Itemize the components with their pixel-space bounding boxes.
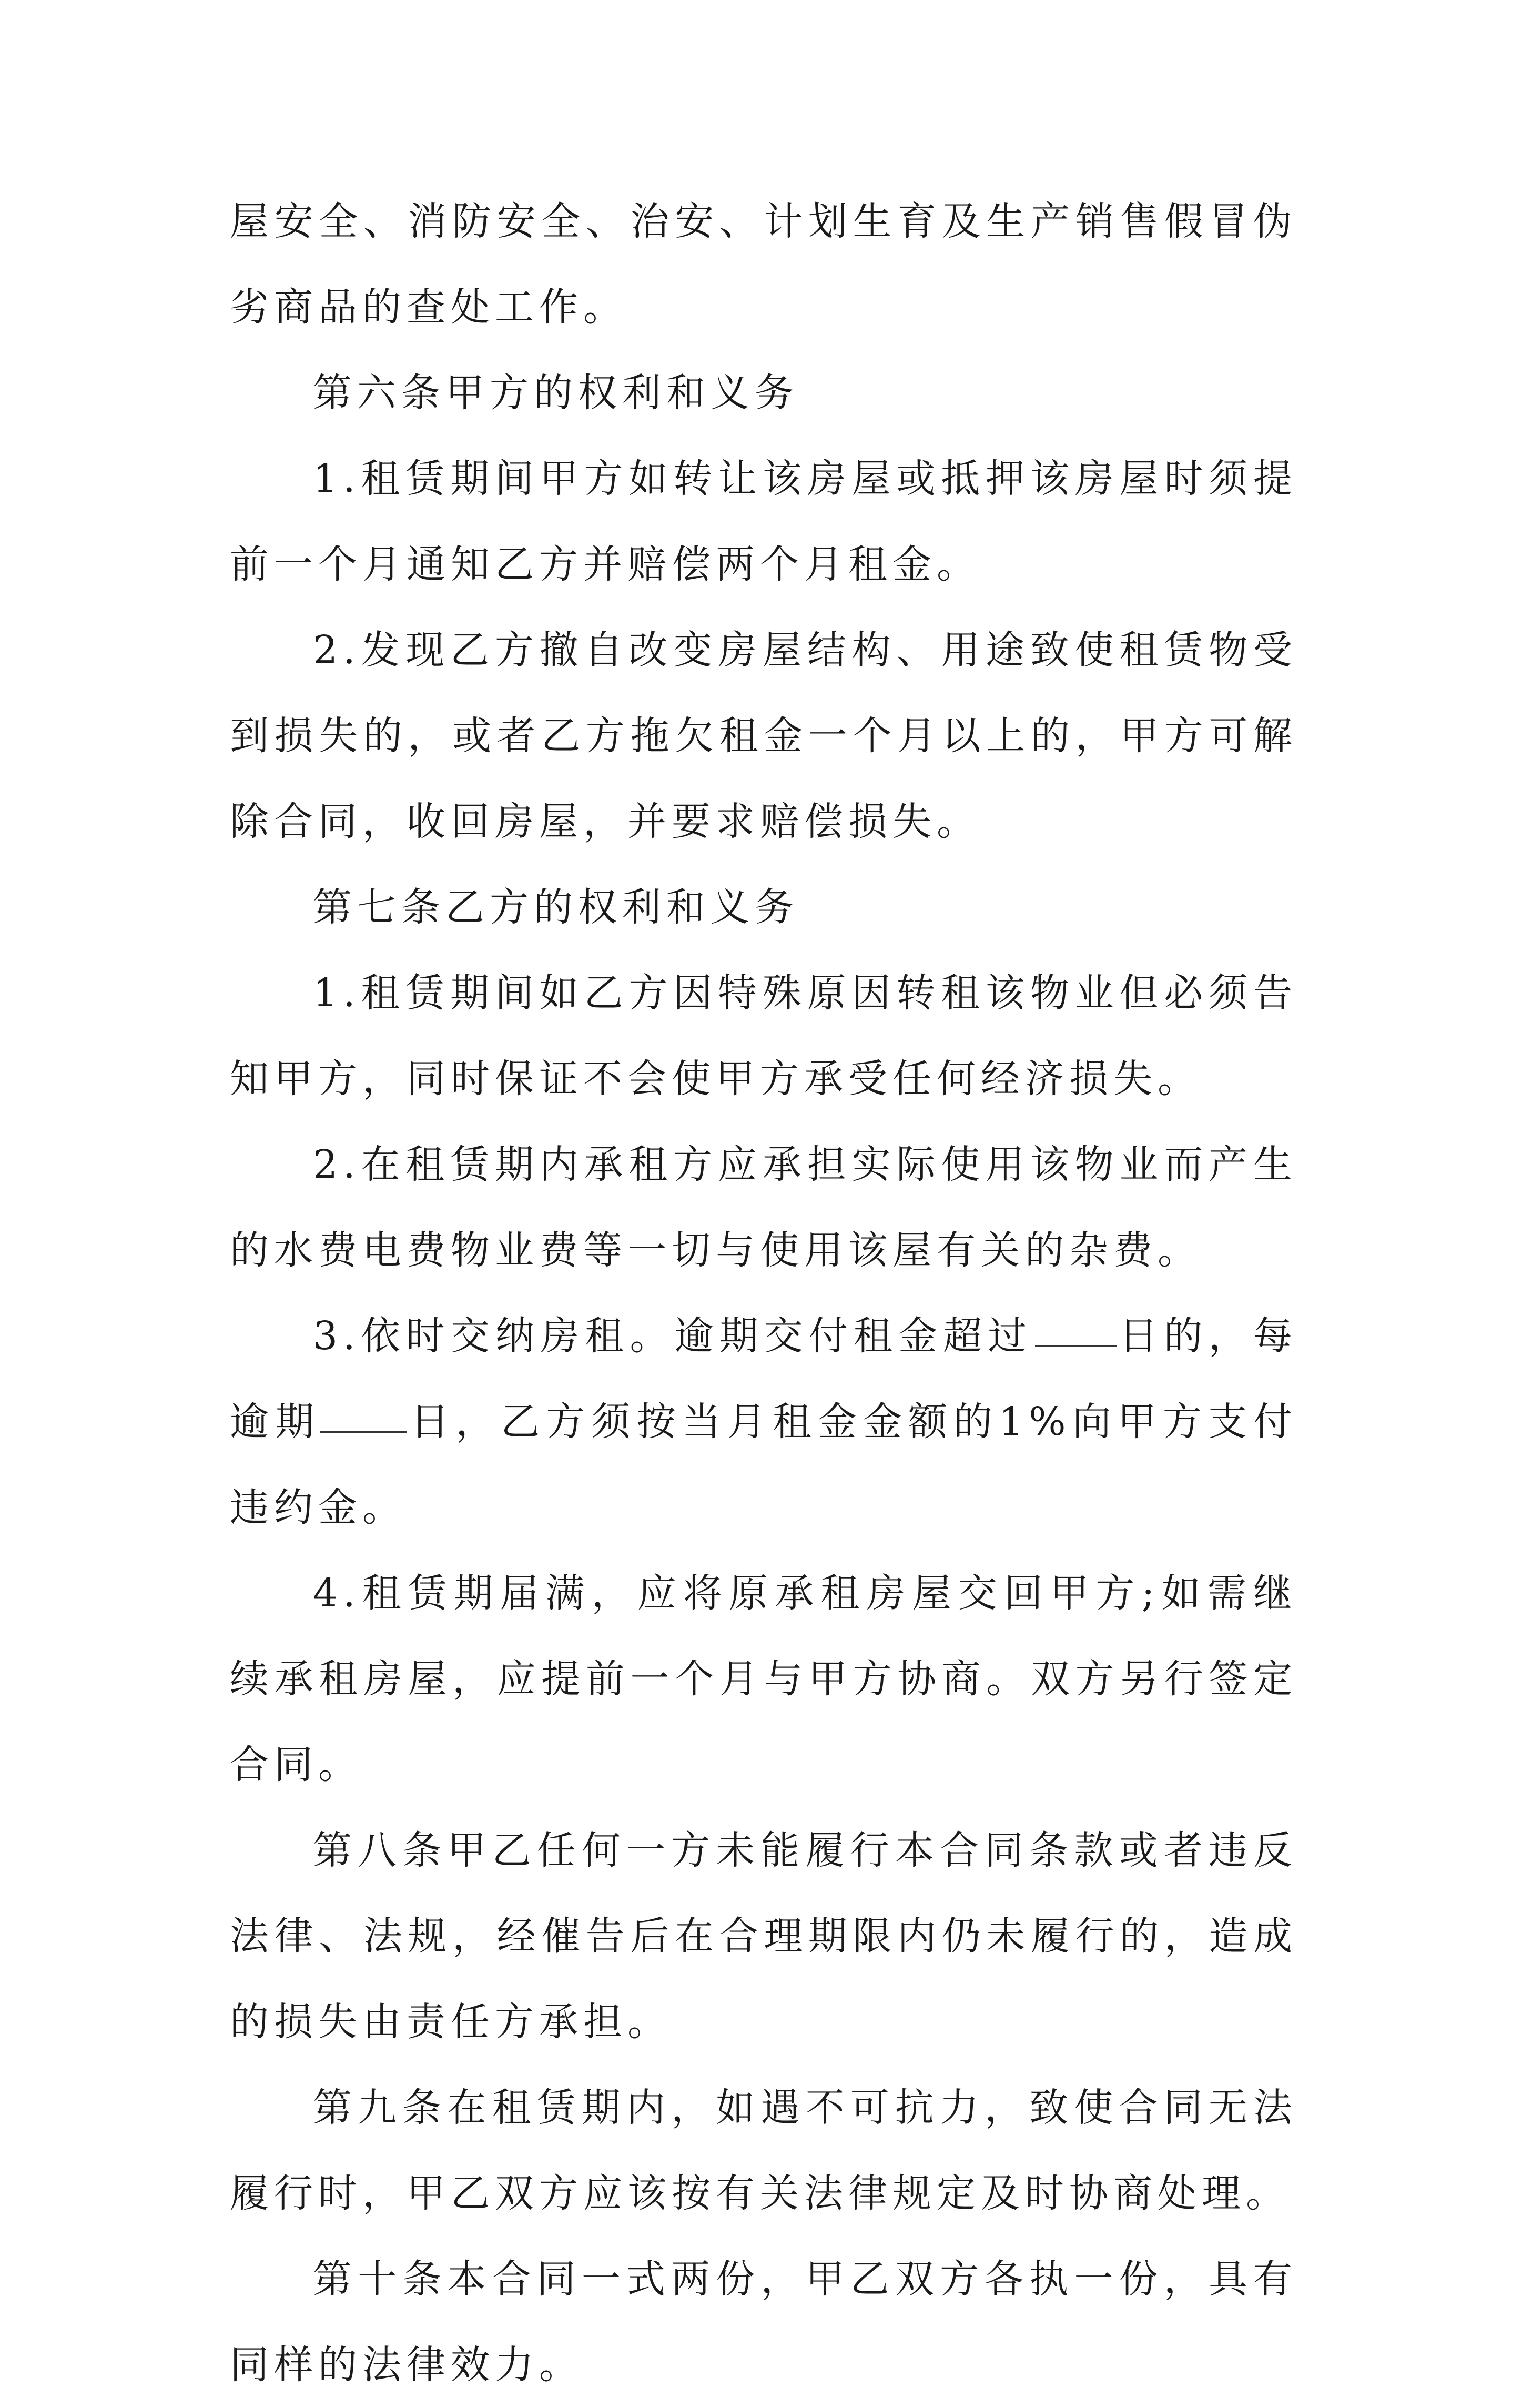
article-9: 第九条在租赁期内，如遇不可抗力，致使合同无法履行时，甲乙双方应该按有关法律规定及时协商处理。: [230, 2085, 1297, 2216]
item-3-text-b: 日的，每逾期: [230, 1313, 1297, 1444]
article-7-heading: 第七条乙方的权利和义务: [313, 885, 799, 930]
fill-in-blank-days: [1035, 1345, 1117, 1347]
article-7-item-3: [230, 1293, 1297, 1551]
item-3-text-a: 3.依时交纳房租。逾期交付租金超过: [313, 1313, 1033, 1359]
paragraph-continued: 屋安全、消防安全、治安、计划生育及生产销售假冒伪劣商品的查处工作。: [230, 199, 1297, 330]
article-8: 第八条甲乙任何一方未能履行本合同条款或者违反法律、法规，经催告后在合理期限内仍未履行的，造成的损失由责任方承担。: [230, 1828, 1297, 2045]
item-3-text-c: 日，乙方须按当月租金金额的1%向甲方支付违约金。: [230, 1399, 1297, 1530]
article-6-item-2: 2.发现乙方撤自改变房屋结构、用途致使租赁物受到损失的，或者乙方拖欠租金一个月以上的，甲方可解除合同，收回房屋，并要求赔偿损失。: [230, 628, 1297, 844]
document-body: [230, 179, 1297, 2408]
article-7-item-2: 2.在租赁期内承租方应承担实际使用该物业而产生的水费电费物业费等一切与使用该屋有关的杂费。: [230, 1142, 1297, 1273]
article-10: 第十条本合同一式两份，甲乙双方各执一份，具有同样的法律效力。: [230, 2257, 1297, 2387]
article-7-item-1: 1.租赁期间如乙方因特殊原因转租该物业但必须告知甲方，同时保证不会使甲方承受任何经济损失。: [230, 970, 1297, 1101]
article-7-item-4: 4.租赁期届满，应将原承租房屋交回甲方;如需继续承租房屋，应提前一个月与甲方协商。双方另行签定合同。: [230, 1571, 1297, 1787]
fill-in-blank-overdue-days: [320, 1431, 407, 1433]
article-6-item-1: 1.租赁期间甲方如转让该房屋或抵押该房屋时须提前一个月通知乙方并赔偿两个月租金。: [230, 456, 1297, 587]
article-6-heading: 第六条甲方的权利和义务: [313, 370, 799, 416]
